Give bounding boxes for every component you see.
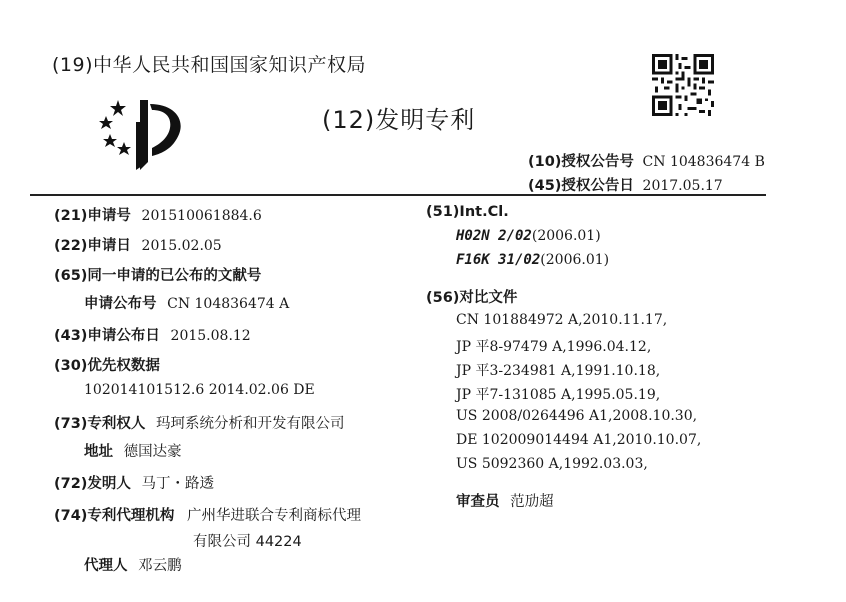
examiner-label: 审查员 bbox=[456, 494, 500, 510]
cited-document: CN 101884972 A,2010.11.17, bbox=[456, 312, 668, 328]
cited-document: JP 平8-97479 A,1996.04.12, bbox=[456, 339, 652, 355]
publication-number bbox=[84, 292, 289, 313]
priority-value: 102014101512.6 2014.02.06 DE bbox=[84, 382, 315, 398]
cited-document: DE 102009014494 A1,2010.10.07, bbox=[456, 432, 702, 448]
priority-label: (30)优先权数据 bbox=[54, 358, 160, 374]
ipc-code: F16K 31/02 bbox=[456, 252, 541, 268]
intcl-label-text: (51)Int.Cl. bbox=[426, 204, 509, 220]
grant-date-value: 2017.05.17 bbox=[642, 178, 723, 194]
cited-document: JP 平3-234981 A,1991.10.18, bbox=[456, 363, 661, 379]
agency-value-line1: 广州华进联合专利商标代理 bbox=[187, 508, 362, 524]
grant-number bbox=[528, 150, 765, 171]
publication-date-value: 2015.08.12 bbox=[170, 328, 251, 344]
inventor-value: 马丁・路透 bbox=[141, 476, 215, 492]
inventor bbox=[54, 472, 214, 493]
patentee bbox=[54, 412, 345, 433]
document-type: (12)发明专利 bbox=[322, 106, 476, 134]
agency-value-line2: 有限公司 44224 bbox=[193, 534, 302, 550]
cited-document: JP 平7-131085 A,1995.05.19, bbox=[456, 387, 661, 403]
patentee-value: 玛珂系统分析和开发有限公司 bbox=[156, 416, 345, 432]
application-number bbox=[54, 204, 262, 225]
address-value: 德国达豪 bbox=[123, 444, 182, 460]
office-name: (19)中华人民共和国国家知识产权局 bbox=[52, 54, 367, 76]
inventor-label: (72)发明人 bbox=[54, 476, 131, 492]
grant-number-label: (10)授权公告号 bbox=[528, 154, 634, 170]
application-date-value: 2015.02.05 bbox=[141, 238, 222, 254]
prior-publication-label: (65)同一申请的已公布的文献号 bbox=[54, 268, 262, 284]
grant-date-label: (45)授权公告日 bbox=[528, 178, 634, 194]
publication-number-label: 申请公布号 bbox=[84, 296, 157, 312]
ipc-version: (2006.01) bbox=[540, 252, 610, 268]
ipc-entry bbox=[456, 228, 601, 244]
cnipa-logo-icon bbox=[96, 96, 190, 172]
examiner bbox=[456, 490, 554, 511]
application-number-label: (21)申请号 bbox=[54, 208, 131, 224]
grant-date bbox=[528, 174, 723, 195]
cited-documents-label: (56)对比文件 bbox=[426, 290, 518, 306]
cited-document: US 2008/0264496 A1,2008.10.30, bbox=[456, 408, 698, 424]
application-date-label: (22)申请日 bbox=[54, 238, 131, 254]
ipc-version: (2006.01) bbox=[531, 228, 601, 244]
application-date bbox=[54, 234, 222, 255]
agent bbox=[84, 554, 182, 575]
publication-number-value: CN 104836474 A bbox=[167, 296, 290, 312]
ipc-code: H02N 2/02 bbox=[456, 228, 532, 244]
agent-label: 代理人 bbox=[84, 558, 128, 574]
ipc-entry bbox=[456, 252, 609, 268]
agent-value: 邓云鹏 bbox=[138, 558, 182, 574]
qr-code-icon bbox=[652, 54, 714, 116]
agency bbox=[54, 504, 361, 525]
header-divider bbox=[30, 194, 766, 196]
patentee-label: (73)专利权人 bbox=[54, 416, 146, 432]
publication-date-label: (43)申请公布日 bbox=[54, 328, 160, 344]
address bbox=[84, 440, 182, 461]
address-label: 地址 bbox=[84, 444, 113, 460]
intcl-label bbox=[426, 204, 509, 220]
publication-date bbox=[54, 324, 251, 345]
grant-number-value: CN 104836474 B bbox=[642, 154, 765, 170]
application-number-value: 201510061884.6 bbox=[141, 208, 262, 224]
examiner-value: 范劢超 bbox=[510, 494, 554, 510]
agency-label: (74)专利代理机构 bbox=[54, 508, 175, 524]
cited-document: US 5092360 A,1992.03.03, bbox=[456, 456, 648, 472]
